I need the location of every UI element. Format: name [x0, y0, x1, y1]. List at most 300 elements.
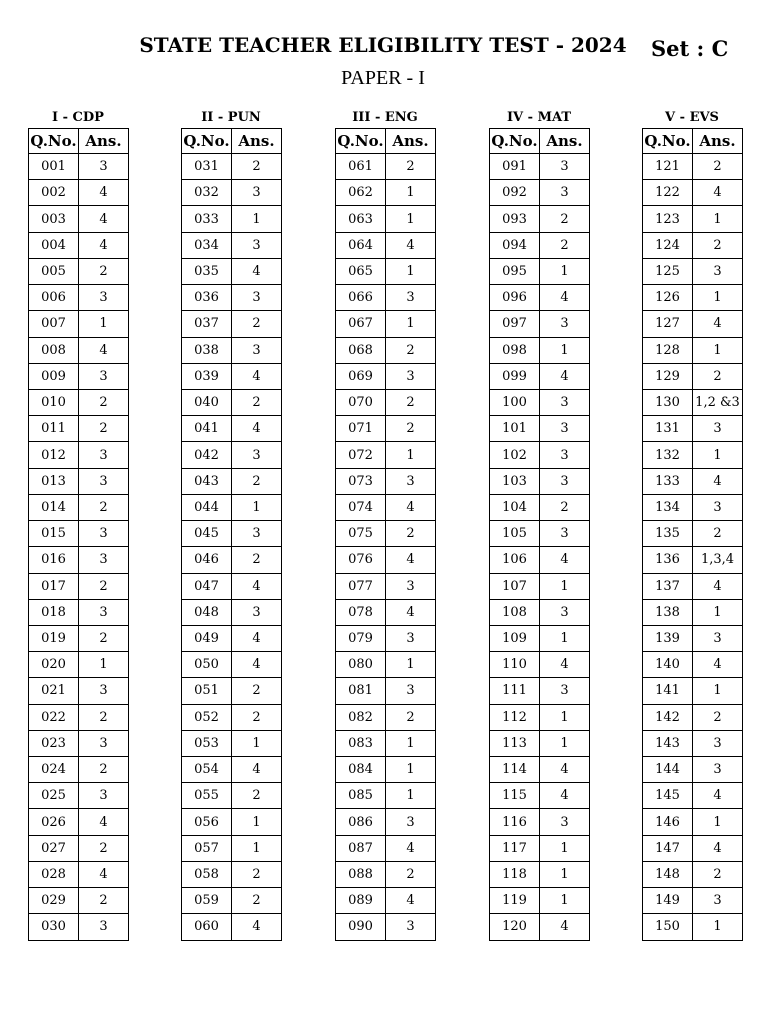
- answer-value: 3: [540, 521, 590, 547]
- question-number: 053: [182, 730, 232, 756]
- question-number: 117: [490, 835, 540, 861]
- answer-value: 2: [386, 521, 436, 547]
- table-row: [336, 258, 436, 284]
- answer-value: 4: [232, 652, 282, 678]
- table-row: [182, 652, 282, 678]
- table-row: [336, 547, 436, 573]
- question-number: 104: [490, 494, 540, 520]
- table-header-row: [29, 129, 129, 154]
- table-row: [643, 285, 743, 311]
- answer-value: 1: [386, 757, 436, 783]
- answer-value: 1: [232, 809, 282, 835]
- question-number: 145: [643, 783, 693, 809]
- question-number: 009: [29, 363, 79, 389]
- question-number: 052: [182, 704, 232, 730]
- table-row: [336, 521, 436, 547]
- table-row: [490, 625, 590, 651]
- section-title: V - EVS: [665, 110, 719, 125]
- table-row: [336, 625, 436, 651]
- answer-value: 3: [386, 914, 436, 940]
- answer-value: 4: [232, 573, 282, 599]
- table-row: [29, 625, 129, 651]
- answer-value: 4: [540, 547, 590, 573]
- table-row: [490, 914, 590, 940]
- question-number: 090: [336, 914, 386, 940]
- table-row: [490, 757, 590, 783]
- answer-value: 3: [79, 468, 129, 494]
- table-row: [643, 389, 743, 415]
- table-row: [643, 154, 743, 180]
- section-title: I - CDP: [52, 110, 104, 125]
- table-row: [182, 494, 282, 520]
- question-number: 020: [29, 652, 79, 678]
- answer-value: 2: [232, 547, 282, 573]
- question-number: 150: [643, 914, 693, 940]
- table-row: [643, 730, 743, 756]
- question-number: 065: [336, 258, 386, 284]
- answer-value: 3: [386, 363, 436, 389]
- question-number: 034: [182, 232, 232, 258]
- table-row: [336, 416, 436, 442]
- table-row: [182, 835, 282, 861]
- table-row: [182, 180, 282, 206]
- question-number: 015: [29, 521, 79, 547]
- question-number: 093: [490, 206, 540, 232]
- answer-value: 2: [386, 337, 436, 363]
- question-number: 091: [490, 154, 540, 180]
- table-row: [29, 258, 129, 284]
- question-number: 001: [29, 154, 79, 180]
- table-row: [29, 154, 129, 180]
- answer-value: 3: [79, 442, 129, 468]
- table-row: [490, 861, 590, 887]
- question-number: 013: [29, 468, 79, 494]
- answer-value: 3: [386, 285, 436, 311]
- answer-value: 2: [79, 494, 129, 520]
- question-number: 122: [643, 180, 693, 206]
- question-number: 003: [29, 206, 79, 232]
- answer-value: 1: [386, 652, 436, 678]
- answer-value: 3: [79, 521, 129, 547]
- answer-value: 3: [232, 285, 282, 311]
- answer-value: 2: [386, 861, 436, 887]
- table-row: [29, 783, 129, 809]
- question-number: 081: [336, 678, 386, 704]
- question-number: 049: [182, 625, 232, 651]
- question-number: 083: [336, 730, 386, 756]
- question-number: 107: [490, 573, 540, 599]
- table-row: [643, 914, 743, 940]
- question-number: 120: [490, 914, 540, 940]
- question-number: 012: [29, 442, 79, 468]
- question-number: 108: [490, 599, 540, 625]
- question-number: 022: [29, 704, 79, 730]
- answer-key-section: [642, 108, 742, 941]
- answer-value: 2: [693, 232, 743, 258]
- question-number: 004: [29, 232, 79, 258]
- question-number: 080: [336, 652, 386, 678]
- question-number: 082: [336, 704, 386, 730]
- question-number: 141: [643, 678, 693, 704]
- answer-value: 3: [693, 730, 743, 756]
- answer-value: 2: [79, 704, 129, 730]
- table-row: [490, 888, 590, 914]
- answer-value: 2: [79, 757, 129, 783]
- answer-value: 4: [693, 835, 743, 861]
- table-row: [336, 914, 436, 940]
- table-row: [29, 311, 129, 337]
- question-number: 060: [182, 914, 232, 940]
- answer-value: 4: [386, 835, 436, 861]
- table-row: [29, 573, 129, 599]
- table-row: [182, 757, 282, 783]
- answer-value: 3: [79, 783, 129, 809]
- question-number: 101: [490, 416, 540, 442]
- table-row: [182, 311, 282, 337]
- table-row: [29, 599, 129, 625]
- question-number: 086: [336, 809, 386, 835]
- table-row: [336, 888, 436, 914]
- answer-value: 3: [79, 547, 129, 573]
- answer-value: 1: [232, 730, 282, 756]
- qno-header: Q.No.: [490, 129, 540, 154]
- answer-value: 4: [693, 783, 743, 809]
- answer-value: 4: [386, 547, 436, 573]
- question-number: 098: [490, 337, 540, 363]
- table-row: [643, 678, 743, 704]
- answer-value: 2: [386, 416, 436, 442]
- answer-value: 1: [232, 206, 282, 232]
- answer-value: 3: [540, 599, 590, 625]
- answer-value: 3: [386, 678, 436, 704]
- question-number: 048: [182, 599, 232, 625]
- answer-value: 1: [386, 180, 436, 206]
- question-number: 135: [643, 521, 693, 547]
- answer-value: 1: [79, 652, 129, 678]
- question-number: 067: [336, 311, 386, 337]
- answer-value: 4: [79, 206, 129, 232]
- qno-header: Q.No.: [336, 129, 386, 154]
- table-row: [643, 206, 743, 232]
- answer-value: 3: [693, 625, 743, 651]
- answer-value: 2: [386, 154, 436, 180]
- qno-header: Q.No.: [643, 129, 693, 154]
- table-row: [490, 337, 590, 363]
- table-header-row: [182, 129, 282, 154]
- answer-value: 2: [693, 704, 743, 730]
- answer-value: 1: [693, 337, 743, 363]
- answer-value: 1: [386, 730, 436, 756]
- answer-value: 1: [693, 206, 743, 232]
- qno-header: Q.No.: [29, 129, 79, 154]
- table-row: [643, 311, 743, 337]
- table-row: [643, 442, 743, 468]
- answer-value: 4: [232, 258, 282, 284]
- answer-value: 3: [232, 180, 282, 206]
- table-row: [29, 809, 129, 835]
- question-number: 136: [643, 547, 693, 573]
- question-number: 110: [490, 652, 540, 678]
- table-row: [336, 363, 436, 389]
- question-number: 074: [336, 494, 386, 520]
- table-row: [490, 442, 590, 468]
- question-number: 087: [336, 835, 386, 861]
- table-row: [182, 363, 282, 389]
- table-row: [643, 180, 743, 206]
- answer-value: 4: [540, 363, 590, 389]
- question-number: 075: [336, 521, 386, 547]
- question-number: 071: [336, 416, 386, 442]
- question-number: 057: [182, 835, 232, 861]
- table-row: [336, 730, 436, 756]
- set-label: Set : C: [651, 36, 729, 61]
- ans-header: Ans.: [540, 129, 590, 154]
- answer-value: 1: [540, 625, 590, 651]
- answer-value: 1: [540, 835, 590, 861]
- question-number: 040: [182, 389, 232, 415]
- table-row: [182, 206, 282, 232]
- table-row: [182, 232, 282, 258]
- table-row: [490, 678, 590, 704]
- table-row: [336, 442, 436, 468]
- answer-value: 1: [540, 573, 590, 599]
- answer-key-section: [181, 108, 281, 941]
- answer-value: 4: [232, 914, 282, 940]
- question-number: 025: [29, 783, 79, 809]
- table-row: [490, 206, 590, 232]
- table-row: [182, 783, 282, 809]
- question-number: 148: [643, 861, 693, 887]
- question-number: 118: [490, 861, 540, 887]
- answer-value: 2: [386, 704, 436, 730]
- table-header-row: [336, 129, 436, 154]
- answer-value: 3: [79, 599, 129, 625]
- answer-value: 1: [386, 258, 436, 284]
- question-number: 039: [182, 363, 232, 389]
- table-row: [29, 232, 129, 258]
- answer-value: 1: [693, 285, 743, 311]
- table-row: [29, 835, 129, 861]
- table-row: [490, 389, 590, 415]
- question-number: 069: [336, 363, 386, 389]
- table-row: [29, 914, 129, 940]
- answer-value: 2: [232, 888, 282, 914]
- answer-value: 4: [540, 285, 590, 311]
- answer-value: 1: [386, 206, 436, 232]
- section-title: IV - MAT: [506, 110, 572, 125]
- question-number: 078: [336, 599, 386, 625]
- table-row: [29, 521, 129, 547]
- answer-value: 2: [693, 363, 743, 389]
- question-number: 014: [29, 494, 79, 520]
- table-row: [643, 835, 743, 861]
- question-number: 076: [336, 547, 386, 573]
- question-number: 047: [182, 573, 232, 599]
- question-number: 143: [643, 730, 693, 756]
- table-row: [490, 311, 590, 337]
- table-row: [643, 704, 743, 730]
- answer-value: 2: [693, 521, 743, 547]
- qno-header: Q.No.: [182, 129, 232, 154]
- answer-value: 2: [79, 888, 129, 914]
- table-row: [182, 442, 282, 468]
- answer-value: 3: [232, 337, 282, 363]
- answer-value: 4: [79, 861, 129, 887]
- table-row: [643, 652, 743, 678]
- answer-value: 3: [693, 888, 743, 914]
- question-number: 056: [182, 809, 232, 835]
- question-number: 063: [336, 206, 386, 232]
- answer-value: 3: [386, 573, 436, 599]
- table-row: [182, 285, 282, 311]
- table-row: [182, 678, 282, 704]
- answer-value: 3: [232, 442, 282, 468]
- table-row: [336, 154, 436, 180]
- question-number: 028: [29, 861, 79, 887]
- question-number: 099: [490, 363, 540, 389]
- table-row: [29, 180, 129, 206]
- table-header-row: [643, 129, 743, 154]
- answer-value: 2: [232, 311, 282, 337]
- question-number: 019: [29, 625, 79, 651]
- answer-value: 2: [693, 861, 743, 887]
- answer-value: 3: [79, 678, 129, 704]
- table-row: [643, 363, 743, 389]
- answer-value: 2: [232, 468, 282, 494]
- question-number: 008: [29, 337, 79, 363]
- answer-value: 4: [232, 416, 282, 442]
- ans-header: Ans.: [693, 129, 743, 154]
- paper-label: PAPER - I: [341, 67, 425, 89]
- table-row: [29, 494, 129, 520]
- table-row: [182, 625, 282, 651]
- answer-value: 4: [232, 757, 282, 783]
- answer-value: 1: [79, 311, 129, 337]
- table-row: [490, 599, 590, 625]
- answer-value: 4: [386, 888, 436, 914]
- question-number: 042: [182, 442, 232, 468]
- answer-value: 3: [540, 389, 590, 415]
- answer-value: 2: [232, 678, 282, 704]
- table-row: [29, 678, 129, 704]
- question-number: 139: [643, 625, 693, 651]
- question-number: 096: [490, 285, 540, 311]
- answer-value: 1: [540, 888, 590, 914]
- question-number: 061: [336, 154, 386, 180]
- table-row: [336, 232, 436, 258]
- question-number: 007: [29, 311, 79, 337]
- answer-value: 1,3,4: [693, 547, 743, 573]
- section-title: III - ENG: [352, 110, 418, 125]
- question-number: 138: [643, 599, 693, 625]
- table-row: [29, 389, 129, 415]
- answer-value: 3: [693, 757, 743, 783]
- table-row: [490, 416, 590, 442]
- table-row: [336, 337, 436, 363]
- question-number: 011: [29, 416, 79, 442]
- table-row: [643, 625, 743, 651]
- question-number: 035: [182, 258, 232, 284]
- answer-value: 2: [232, 154, 282, 180]
- question-number: 129: [643, 363, 693, 389]
- table-row: [182, 389, 282, 415]
- table-row: [182, 521, 282, 547]
- table-row: [29, 861, 129, 887]
- question-number: 106: [490, 547, 540, 573]
- question-number: 125: [643, 258, 693, 284]
- question-number: 032: [182, 180, 232, 206]
- question-number: 016: [29, 547, 79, 573]
- answer-value: 1: [540, 704, 590, 730]
- question-number: 038: [182, 337, 232, 363]
- table-row: [490, 468, 590, 494]
- table-row: [29, 757, 129, 783]
- question-number: 126: [643, 285, 693, 311]
- document-title: STATE TEACHER ELIGIBILITY TEST - 2024: [139, 33, 627, 57]
- answer-value: 2: [79, 573, 129, 599]
- table-row: [182, 888, 282, 914]
- table-row: [643, 468, 743, 494]
- table-row: [490, 730, 590, 756]
- table-row: [29, 442, 129, 468]
- table-row: [643, 232, 743, 258]
- answer-value: 4: [540, 783, 590, 809]
- question-number: 103: [490, 468, 540, 494]
- answer-value: 4: [540, 757, 590, 783]
- question-number: 062: [336, 180, 386, 206]
- answer-value: 2: [232, 783, 282, 809]
- table-row: [490, 258, 590, 284]
- table-row: [182, 416, 282, 442]
- section-title: II - PUN: [201, 110, 261, 125]
- table-row: [182, 730, 282, 756]
- answer-value: 3: [79, 285, 129, 311]
- answer-value: 4: [540, 914, 590, 940]
- question-number: 031: [182, 154, 232, 180]
- table-row: [182, 573, 282, 599]
- question-number: 113: [490, 730, 540, 756]
- answer-value: 3: [386, 468, 436, 494]
- answer-value: 2: [386, 389, 436, 415]
- table-row: [643, 547, 743, 573]
- question-number: 109: [490, 625, 540, 651]
- answer-value: 4: [79, 809, 129, 835]
- question-number: 010: [29, 389, 79, 415]
- table-row: [490, 154, 590, 180]
- table-row: [336, 809, 436, 835]
- table-row: [490, 232, 590, 258]
- question-number: 111: [490, 678, 540, 704]
- table-row: [29, 206, 129, 232]
- question-number: 079: [336, 625, 386, 651]
- answer-value: 1: [540, 730, 590, 756]
- answer-value: 4: [386, 494, 436, 520]
- answer-value: 2: [540, 232, 590, 258]
- answer-value: 2: [693, 154, 743, 180]
- answer-value: 1: [693, 809, 743, 835]
- answer-value: 1: [232, 835, 282, 861]
- answer-key-table: [181, 128, 282, 941]
- table-row: [29, 730, 129, 756]
- question-number: 002: [29, 180, 79, 206]
- question-number: 044: [182, 494, 232, 520]
- table-row: [29, 888, 129, 914]
- answer-value: 3: [232, 521, 282, 547]
- answer-value: 4: [232, 363, 282, 389]
- question-number: 058: [182, 861, 232, 887]
- answer-value: 1: [386, 783, 436, 809]
- answer-value: 1,2 &3: [693, 389, 743, 415]
